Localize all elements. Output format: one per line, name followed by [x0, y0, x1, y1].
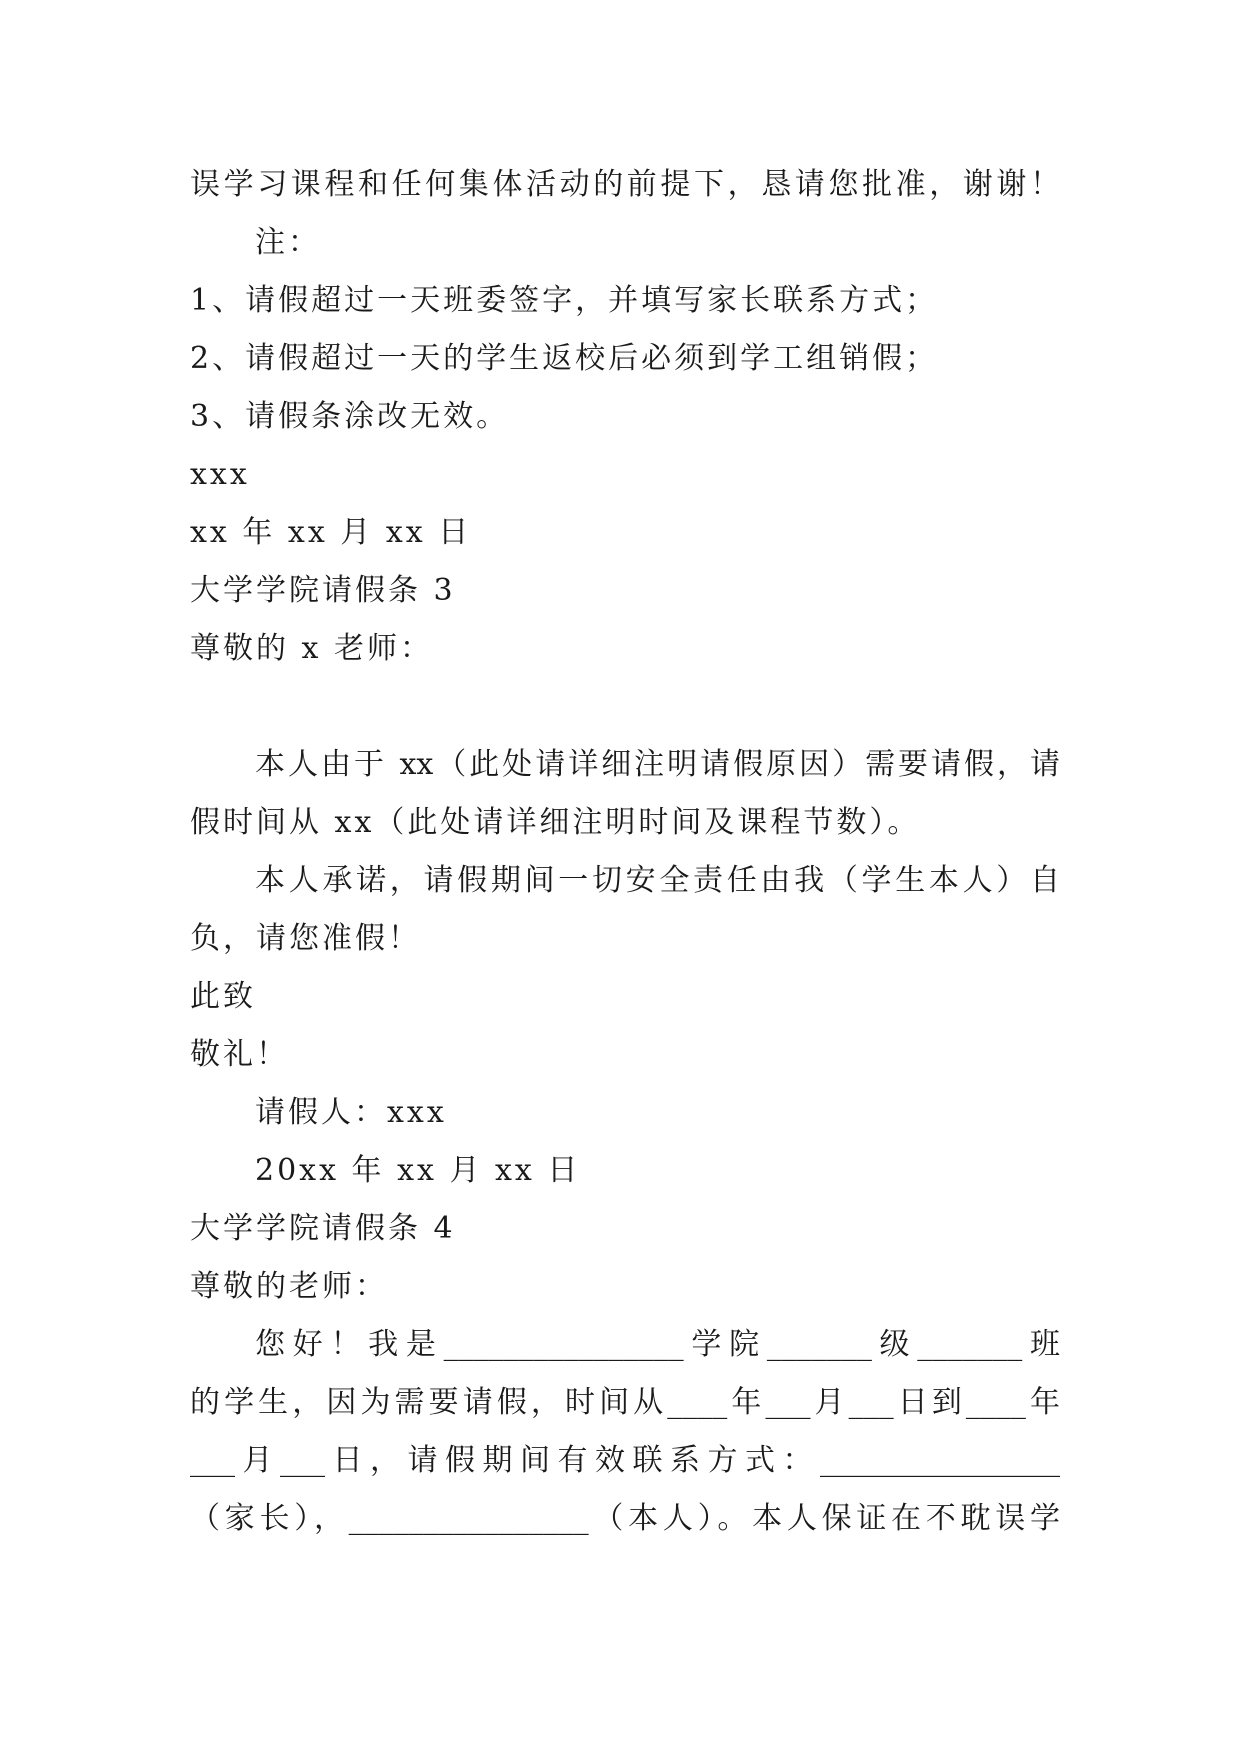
- closing-line: 敬礼！: [190, 1037, 289, 1072]
- body-line: 负，请您准假！: [190, 921, 421, 956]
- note-item: 1、请假超过一天班委签字，并填写家长联系方式；: [190, 283, 939, 318]
- body-line: 假时间从 xx（此处请详细注明时间及课程节数）。: [190, 805, 921, 840]
- signer-name: xxx: [190, 457, 250, 492]
- signer-line: 请假人：xxx: [255, 1095, 447, 1130]
- salutation: 尊敬的 x 老师：: [190, 631, 433, 666]
- body-line: （家长），________________（本人）。本人保证在不耽误学: [190, 1501, 1060, 1536]
- date-line: xx 年 xx 月 xx 日: [190, 515, 472, 550]
- body-line: 本人承诺，请假期间一切安全责任由我（学生本人）自: [255, 863, 1060, 898]
- section-title: 大学学院请假条 3: [190, 573, 456, 608]
- note-item: 2、请假超过一天的学生返校后必须到学工组销假；: [190, 341, 939, 376]
- date-line: 20xx 年 xx 月 xx 日: [255, 1153, 581, 1188]
- closing-line: 此致: [190, 979, 256, 1014]
- body-line: ___月___日，请假期间有效联系方式：________________: [190, 1443, 1060, 1478]
- note-item: 3、请假条涂改无效。: [190, 399, 510, 434]
- note-heading: 注：: [255, 225, 321, 260]
- body-line: 本人由于 xx（此处请详细注明请假原因）需要请假，请: [255, 747, 1060, 782]
- body-line: 您好！我是________________学院_______级_______班: [255, 1327, 1060, 1362]
- text-line: 误学习课程和任何集体活动的前提下，恳请您批准，谢谢！: [190, 167, 1060, 202]
- section-title: 大学学院请假条 4: [190, 1211, 456, 1246]
- salutation: 尊敬的老师：: [190, 1269, 388, 1304]
- body-line: 的学生，因为需要请假，时间从____年___月___日到____年: [190, 1385, 1060, 1420]
